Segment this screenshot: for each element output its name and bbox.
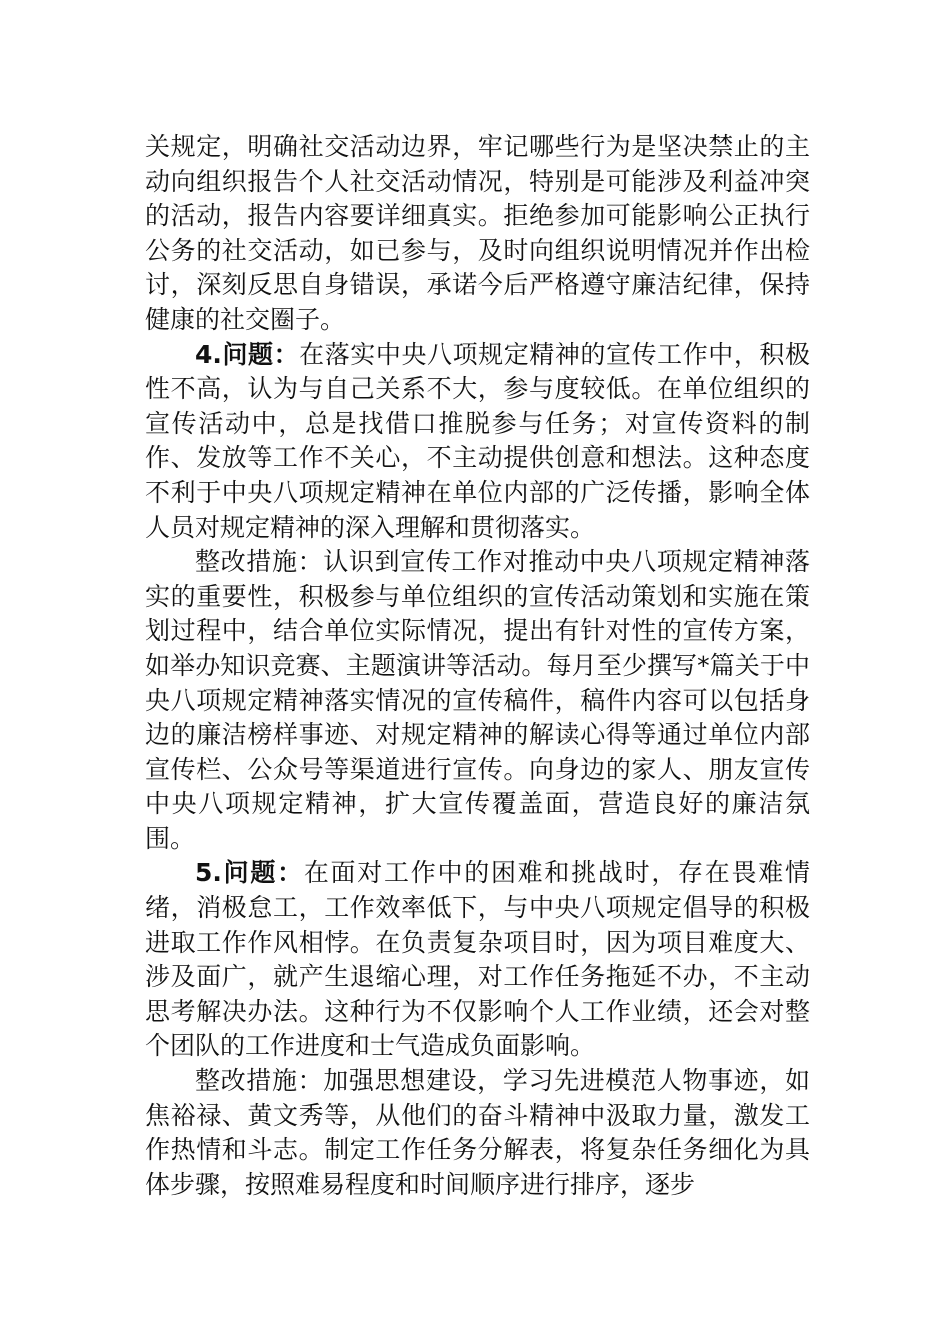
paragraph-text: 在面对工作中的困难和挑战时，存在畏难情绪，消极怠工，工作效率低下，与中央八项规定倡导的积极进取工作作风相悖。在负责复杂项目时，因为项目难度大、涉及面广，就产生退缩心理，对工作任务拖延不办，不主动思考解决办法。这种行为不仅影响个人工作业绩，还会对整个团队的工作进度和士气造成负面影响。 xyxy=(145,858,810,1061)
paragraph-text: 在落实中央八项规定精神的宣传工作中，积极性不高，认为与自己关系不大，参与度较低。在单位组织的宣传活动中，总是找借口推脱参与任务；对宣传资料的制作、发放等工作不关心，不主动提供创意和想法。这种态度不利于中央八项规定精神在单位内部的广泛传播，影响全体人员对规定精神的深入理解和贯彻落实。 xyxy=(145,339,810,542)
paragraph-text: 整改措施：认识到宣传工作对推动中央八项规定精神落实的重要性，积极参与单位组织的宣传活动策划和实施在策划过程中，结合单位实际情况，提出有针对性的宣传方案，如举办知识竞赛、主题演讲等活动。每月至少撰写*篇关于中央八项规定精神落实情况的宣传稿件，稿件内容可以包括身边的廉洁榜样事迹、对规定精神的解读心得等通过单位内部宣传栏、公众号等渠道进行宣传。向身边的家人、朋友宣传中央八项规定精神，扩大宣传覆盖面，营造良好的廉洁氛围。 xyxy=(145,547,810,853)
paragraph-text: 整改措施：加强思想建设，学习先进模范人物事迹，如焦裕禄、黄文秀等，从他们的奋斗精神中汲取力量，激发工作热情和斗志。制定工作任务分解表，将复杂任务细化为具体步骤，按照难易程度和时间顺序进行排序，逐步 xyxy=(145,1066,810,1199)
document-body xyxy=(145,130,810,1202)
problem-5-label: 5.问题： xyxy=(195,858,304,888)
paragraph-rectification-5 xyxy=(145,1064,810,1202)
paragraph-rectification-4 xyxy=(145,545,810,856)
paragraph-text: 关规定，明确社交活动边界，牢记哪些行为是坚决禁止的主动向组织报告个人社交活动情况，特别是可能涉及利益冲突的活动，报告内容要详细真实。拒绝参加可能影响公正执行公务的社交活动，如已参与，及时向组织说明情况并作出检讨，深刻反思自身错误，承诺今后严格遵守廉洁纪律，保持健康的社交圈子。 xyxy=(145,132,810,334)
problem-4-label: 4.问题： xyxy=(195,339,300,369)
paragraph-continuation xyxy=(145,130,810,338)
paragraph-problem-4 xyxy=(145,338,810,546)
paragraph-problem-5 xyxy=(145,856,810,1064)
